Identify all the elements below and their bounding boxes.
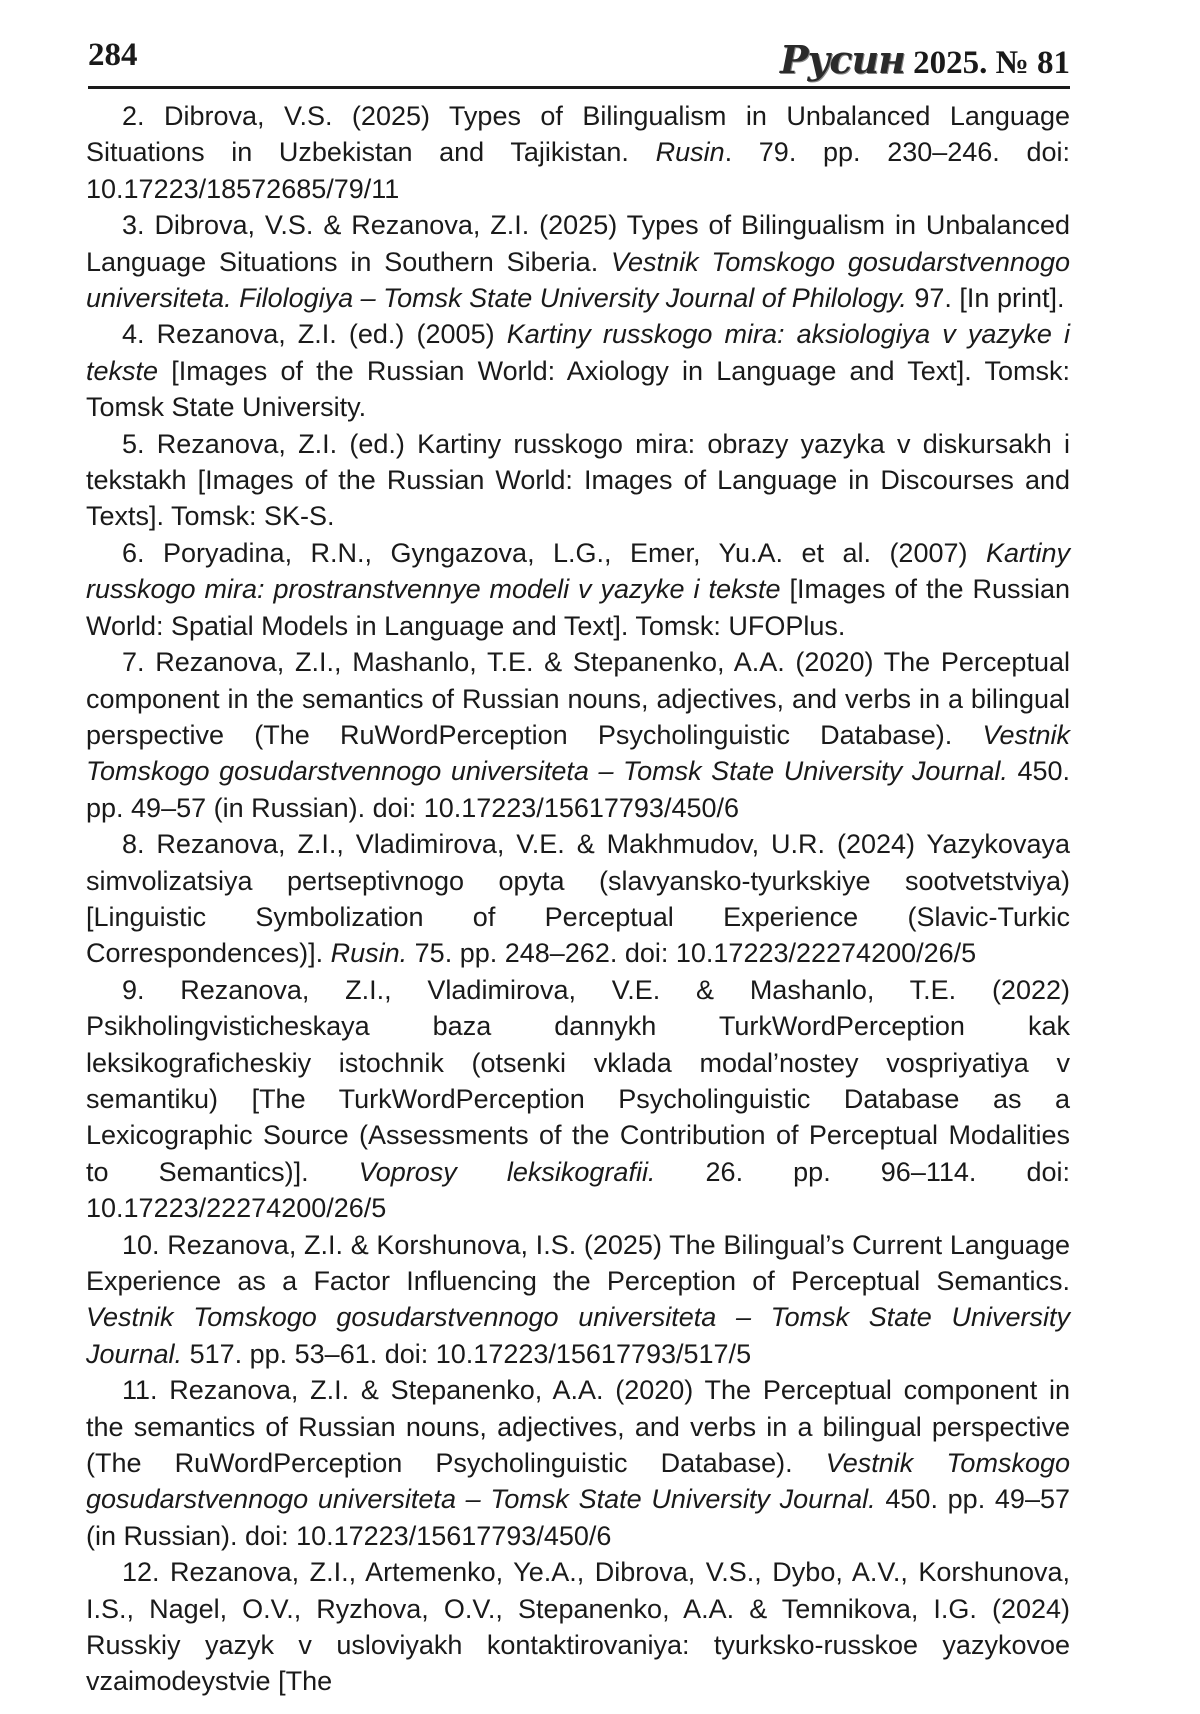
reference-text: Rezanova, Z.I. (ed.) (2005) — [156, 319, 507, 350]
reference-text: [Images of the Russian World: Spatial Models in Language and Text]. Tomsk: UFOPlus. — [86, 574, 1071, 641]
journal-logo: Русин — [780, 37, 905, 82]
reference-source-title: Voprosy leksikografii. — [358, 1156, 656, 1187]
reference-item — [86, 1227, 1070, 1373]
reference-source-title: Rusin. — [330, 938, 408, 969]
reference-number: 11. — [122, 1375, 170, 1406]
reference-source-title: Rusin — [655, 137, 725, 168]
reference-list — [86, 98, 1070, 1700]
reference-item — [86, 316, 1070, 425]
reference-number: 8. — [122, 829, 157, 860]
reference-source-title: Vestnik Tomskogo gosudarstvennogo universiteta. Filologiya – Tomsk State University Journal of Philology. — [86, 246, 1070, 314]
reference-number: 10. — [122, 1229, 168, 1260]
reference-text: . 79. pp. 230–246. doi: 10.17223/18572685/79/11 — [86, 137, 1070, 204]
reference-text: Rezanova, Z.I. (ed.) Kartiny russkogo mira: obrazy yazyka v diskursakh i tekstakh [Images of the Russian World: Images of Language in Discourses and Texts]. Tomsk: SK-S. — [86, 428, 1070, 532]
reference-source-title: Kartiny russkogo mira: aksiologiya v yazyke i tekste — [86, 319, 1070, 386]
reference-text: 450. pp. 49–57 (in Russian). doi: 10.17223/15617793/450/6 — [86, 756, 1070, 823]
reference-text: Poryadina, R.N., Gyngazova, L.G., Emer, Yu.A. et al. (2007) — [162, 537, 986, 568]
running-header — [88, 26, 1070, 89]
journal-issue: 2025. № 81 — [913, 45, 1070, 81]
reference-number: 9. — [122, 974, 181, 1005]
reference-item — [86, 1372, 1070, 1554]
reference-item — [86, 426, 1070, 535]
reference-text: Dibrova, V.S. & Rezanova, Z.I. (2025) Types of Bilingualism in Unbalanced Language Situations in Southern Siberia. — [86, 210, 1070, 277]
reference-item — [86, 644, 1070, 826]
reference-item — [86, 1554, 1070, 1700]
reference-number: 7. — [122, 647, 156, 678]
page-number: 284 — [88, 37, 138, 73]
reference-source-title: Vestnik Tomskogo gosudarstvennogo universiteta – Tomsk State University Journal. — [86, 719, 1070, 787]
reference-text: Rezanova, Z.I., Vladimirova, V.E. & Makhmudov, U.R. (2024) Yazykovaya simvolizatsiya pertseptivnogo opyta (slavyansko-tyurkskiye sootvetstviya) [Linguistic Symbolization of Perceptual Experience (Slavic-Turkic Correspondences)]. — [86, 829, 1070, 969]
reference-source-title: Vestnik Tomskogo gosudarstvennogo universiteta – Tomsk State University Journal. — [86, 1302, 1070, 1369]
reference-item — [86, 207, 1070, 316]
reference-item — [86, 98, 1070, 207]
reference-item — [86, 972, 1070, 1227]
reference-number: 12. — [122, 1557, 171, 1588]
reference-source-title: Kartiny russkogo mira: prostranstvennye modeli v yazyke i tekste — [86, 537, 1070, 605]
reference-text: Rezanova, Z.I. & Korshunova, I.S. (2025) The Bilingual’s Current Language Experience as a Factor Influencing the Perception of Perceptual Semantics. — [86, 1229, 1070, 1296]
reference-number: 2. — [122, 101, 164, 131]
reference-number: 3. — [122, 210, 155, 241]
reference-text: Rezanova, Z.I. & Stepanenko, A.A. (2020) The Perceptual component in the semantics of Russian nouns, adjectives, and verbs in a bilingual perspective (The RuWordPerception Psycholinguistic Database). — [86, 1375, 1070, 1479]
reference-number: 4. — [122, 319, 157, 350]
reference-item — [86, 826, 1070, 972]
reference-number: 5. — [122, 428, 157, 459]
reference-text: 75. pp. 248–262. doi: 10.17223/22274200/26/5 — [407, 938, 977, 969]
reference-text: 26. pp. 96–114. doi: 10.17223/22274200/26/5 — [86, 1156, 1071, 1224]
reference-text: [Images of the Russian World: Axiology in Language and Text]. Tomsk: Tomsk State University. — [86, 355, 1070, 423]
reference-text: Rezanova, Z.I., Artemenko, Ye.A., Dibrova, V.S., Dybo, A.V., Korshunova, I.S., Nagel, O.V., Ryzhova, O.V., Stepanenko, A.A. & Temnikova, I.G. (2024) Russkiy yazyk v usloviyakh kontaktirovaniya: tyurksko-russkoe yazykovoe vzaimodeystvie [The — [86, 1557, 1070, 1697]
reference-text: 517. pp. 53–61. doi: 10.17223/15617793/517/5 — [182, 1338, 752, 1369]
reference-text: 97. [In print]. — [906, 283, 1065, 314]
reference-source-title: Vestnik Tomskogo gosudarstvennogo universiteta – Tomsk State University Journal. — [86, 1448, 1070, 1515]
reference-number: 6. — [122, 537, 163, 568]
reference-text: Rezanova, Z.I., Vladimirova, V.E. & Mashanlo, T.E. (2022) Psikholingvisticheskaya baza dannykh TurkWordPerception kak leksikograficheskiy istochnik (otsenki vklada modal’nostey vospriyatiya v semantiku) [The TurkWordPerception Psycholinguistic Database as a Lexicographic Source (Assessments of the Contribution of Perceptual Modalities to Semantics)]. — [86, 974, 1070, 1187]
reference-text: Dibrova, V.S. (2025) Types of Bilingualism in Unbalanced Language Situations in Uzbekistan and Tajikistan. — [86, 101, 1070, 168]
reference-text: Rezanova, Z.I., Mashanlo, T.E. & Stepanenko, A.A. (2020) The Perceptual component in the semantics of Russian nouns, adjectives, and verbs in a bilingual perspective (The RuWordPerception Psycholinguistic Database). — [86, 647, 1070, 750]
reference-item — [86, 535, 1070, 644]
reference-text: 450. pp. 49–57 (in Russian). doi: 10.17223/15617793/450/6 — [86, 1484, 1070, 1551]
journal-header — [780, 37, 1070, 82]
